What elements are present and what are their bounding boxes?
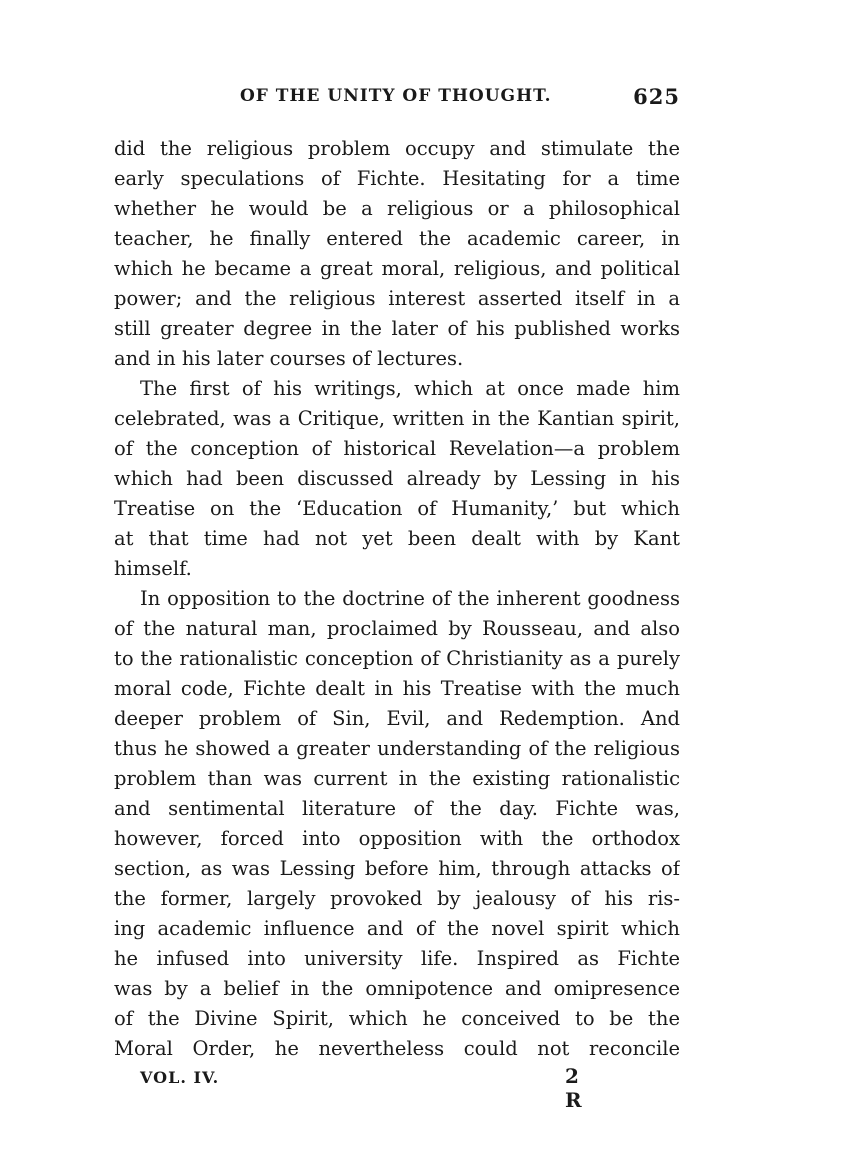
text-line: himself. (114, 557, 192, 580)
text-line: deeper problem of Sin, Evil, and Redemption. And (114, 707, 680, 730)
text-line: the former, largely provoked by jealousy of his ris- (114, 887, 680, 910)
text-line: thus he showed a greater understanding of the religious (114, 737, 680, 760)
text-line: section, as was Lessing before him, through attacks of (114, 857, 680, 880)
text-line: and sentimental literature of the day. Fichte was, (114, 797, 680, 820)
text-line: of the Divine Spirit, which he conceived to be the (114, 1007, 680, 1030)
text-line: early speculations of Fichte. Hesitating for a time (114, 167, 680, 190)
text-line: did the religious problem occupy and stimulate the (114, 137, 680, 160)
text-line: which had been discussed already by Lessing in his (114, 467, 680, 490)
text-line: he infused into university life. Inspired as Fichte (114, 947, 680, 970)
text-line: of the natural man, proclaimed by Rousseau, and also (114, 617, 680, 640)
text-line: power; and the religious interest asserted itself in a (114, 287, 680, 310)
paragraph-first-line: The first of his writings, which at once made him (140, 377, 680, 400)
body-text (114, 134, 680, 1064)
text-line: of the conception of historical Revelation—a problem (114, 437, 680, 460)
text-line: however, forced into opposition with the orthodox (114, 827, 680, 850)
text-line: at that time had not yet been dealt with by Kant (114, 527, 680, 550)
paragraph-first-line: In opposition to the doctrine of the inherent goodness (140, 587, 680, 610)
text-line: was by a belief in the omnipotence and omipresence (114, 977, 680, 1000)
text-line: Treatise on the ‘Education of Humanity,’ but which (114, 497, 680, 520)
running-title: OF THE UNITY OF THOUGHT. (240, 86, 552, 106)
text-line: which he became a great moral, religious, and political (114, 257, 680, 280)
text-line: celebrated, was a Critique, written in the Kantian spirit, (114, 407, 680, 430)
text-line: and in his later courses of lectures. (114, 347, 464, 370)
volume-label: VOL. IV. (140, 1068, 220, 1087)
text-line: whether he would be a religious or a philosophical (114, 197, 680, 220)
text-line: ing academic influence and of the novel spirit which (114, 917, 680, 940)
text-line: still greater degree in the later of his published works (114, 317, 680, 340)
page-number: 625 (633, 84, 680, 109)
signature-mark: 2 R (565, 1064, 582, 1112)
page-footer (140, 1064, 600, 1112)
text-line: problem than was current in the existing rationalistic (114, 767, 680, 790)
text-line: moral code, Fichte dealt in his Treatise with the much (114, 677, 680, 700)
page-header (114, 86, 680, 116)
text-line: Moral Order, he nevertheless could not reconcile (114, 1037, 680, 1060)
text-line: to the rationalistic conception of Christianity as a purely (114, 647, 680, 670)
text-line: teacher, he finally entered the academic career, in (114, 227, 680, 250)
